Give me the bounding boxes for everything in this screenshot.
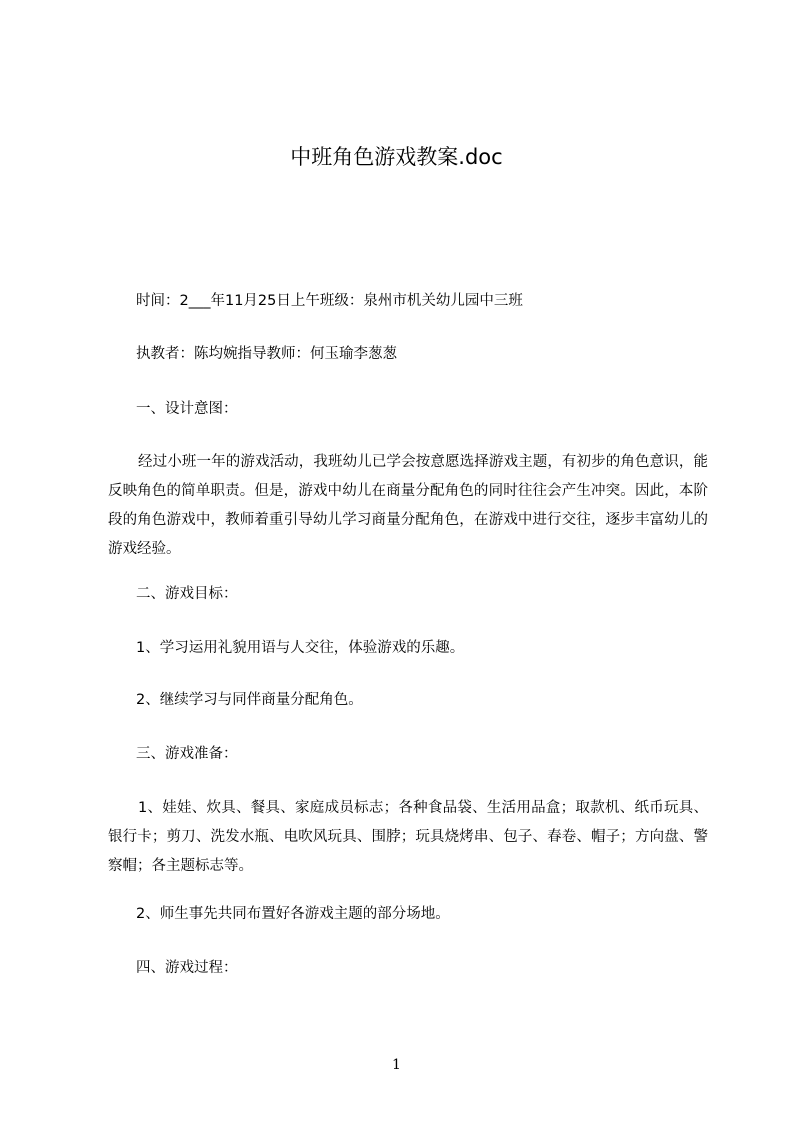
goal-item-1: 1、学习运用礼貌用语与人交往，体验游戏的乐趣。 <box>136 640 465 656</box>
teacher-line: 执教者：陈均婉指导教师：何玉瑜李葱葱 <box>136 346 397 362</box>
time-class-line: 时间：2___年11月25日上午班级：泉州市机关幼儿园中三班 <box>136 293 523 309</box>
goal-item-2: 2、继续学习与同伴商量分配角色。 <box>136 692 363 708</box>
design-intent-paragraph: 经过小班一年的游戏活动，我班幼儿已学会按意愿选择游戏主题，有初步的角色意识，能反映角色的简单职责。但是，游戏中幼儿在商量分配角色的同时往往会产生冲突。因此，本阶段的角色游戏中，教师着重引导幼儿学习商量分配角色，在游戏中进行交往，逐步丰富幼儿的游戏经验。 <box>108 454 708 557</box>
section-heading-game-process: 四、游戏过程： <box>136 960 238 976</box>
section-heading-design-intent: 一、设计意图： <box>136 401 238 417</box>
document-title: 中班角色游戏教案.doc <box>290 145 503 169</box>
preparation-item-1: 1、娃娃、炊具、餐具、家庭成员标志；各种食品袋、生活用品盒；取款机、纸币玩具、银行卡；剪刀、洗发水瓶、电吹风玩具、围脖；玩具烧烤串、包子、春卷、帽子；方向盘、警察帽；各主题标志等。 <box>108 800 708 874</box>
section-heading-game-preparation: 三、游戏准备： <box>136 746 238 762</box>
preparation-item-2: 2、师生事先共同布置好各游戏主题的部分场地。 <box>136 906 450 922</box>
page-number: 1 <box>392 1057 401 1073</box>
section-heading-game-goals: 二、游戏目标： <box>136 586 238 602</box>
